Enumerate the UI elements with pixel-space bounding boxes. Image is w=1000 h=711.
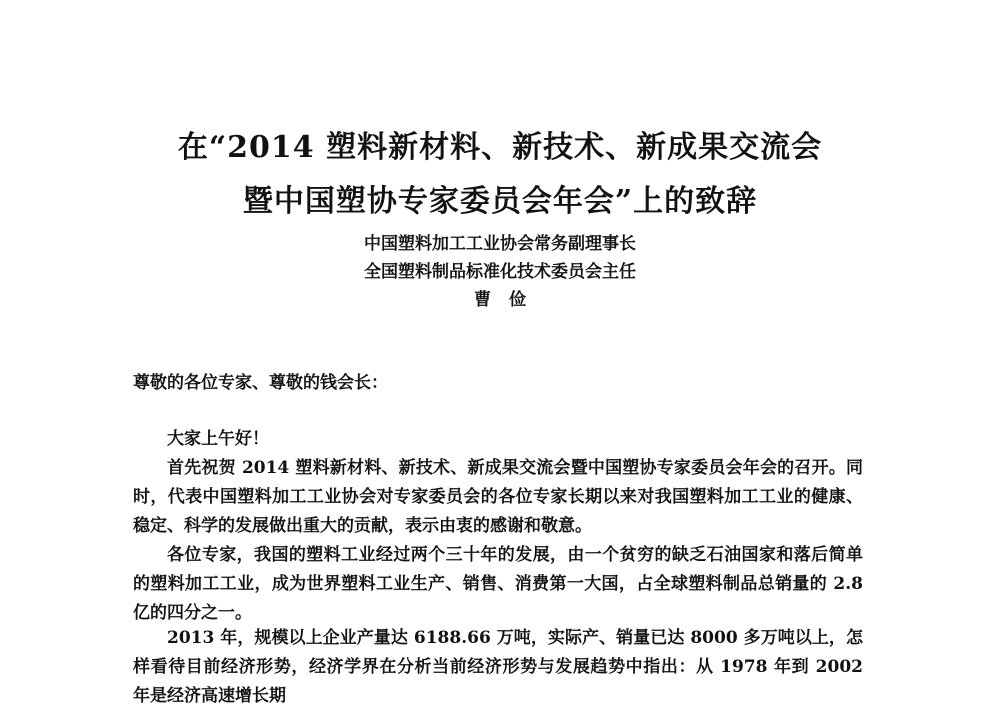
greeting: 大家上午好！ xyxy=(167,429,269,449)
paragraph-2: 各位专家，我国的塑料工业经过两个三十年的发展，由一个贫穷的缺乏石油国家和落后简单的塑料加工工业，成为世界塑料工业生产、销售、消费第一大国，占全球塑料制品总销量的 2.8 亿的四分之一。 xyxy=(133,545,863,623)
author-affiliation-1: 中国塑料加工工业协会常务副理事长 xyxy=(364,234,636,254)
paragraph-3: 2013 年，规模以上企业产量达 6188.66 万吨，实际产、销量已达 8000 多万吨以上，怎样看待目前经济形势，经济学界在分析当前经济形势与发展趋势中指出：从 1978 年到 2002 年是经济高速增长期 xyxy=(133,628,863,706)
paragraph-1: 首先祝贺 2014 塑料新材料、新技术、新成果交流会暨中国塑协专家委员会年会的召开。同时，代表中国塑料加工工业协会对专家委员会的各位专家长期以来对我国塑料加工工业的健康、稳定、科学的发展做出重大的贡献，表示由衷的感谢和敬意。 xyxy=(133,458,863,536)
title-line-2: 暨中国塑协专家委员会年会”上的致辞 xyxy=(242,184,758,219)
author-name: 曹俭 xyxy=(474,290,544,310)
title-line-1: 在“2014 塑料新材料、新技术、新成果交流会 xyxy=(177,130,823,165)
author-affiliation-2: 全国塑料制品标准化技术委员会主任 xyxy=(364,262,636,282)
salutation: 尊敬的各位专家、尊敬的钱会长： xyxy=(133,373,388,393)
